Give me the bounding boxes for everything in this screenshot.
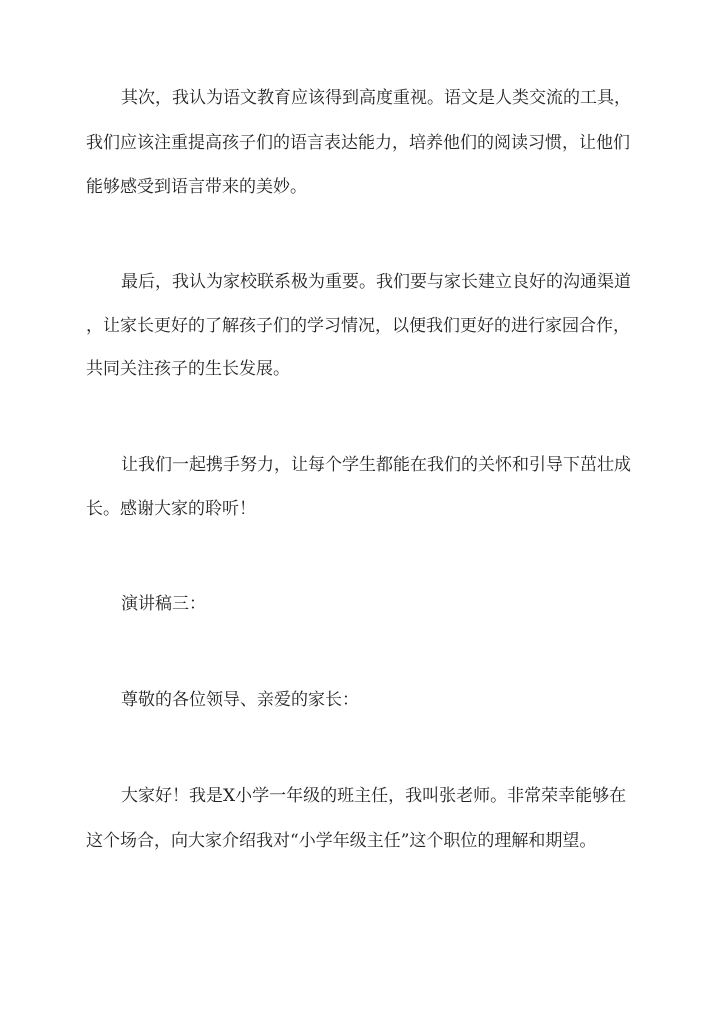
paragraph-1-line-1: 其次，我认为语文教育应该得到高度重视。语文是人类交流的工具，: [121, 88, 631, 108]
salutation-line: 尊敬的各位领导、亲爱的家长：: [121, 690, 359, 710]
paragraph-6-line-2: 这个场合，向大家介绍我对“小学年级主任”这个职位的理解和期望。: [86, 831, 597, 851]
paragraph-6-line-1: 大家好！我是X小学一年级的班主任，我叫张老师。非常荣幸能够在: [121, 786, 627, 806]
paragraph-1-line-3: 能够感受到语言带来的美妙。: [86, 177, 307, 197]
paragraph-2-line-3: 共同关注孩子的生长发展。: [86, 359, 290, 379]
paragraph-2-line-2: ，让家长更好的了解孩子们的学习情况，以便我们更好的进行家园合作，: [86, 316, 630, 336]
speech-three-heading: 演讲稿三：: [121, 594, 206, 614]
paragraph-2-line-1: 最后，我认为家校联系极为重要。我们要与家长建立良好的沟通渠道: [121, 272, 631, 292]
paragraph-3-line-1: 让我们一起携手努力，让每个学生都能在我们的关怀和引导下茁壮成: [121, 455, 631, 475]
paragraph-1-line-2: 我们应该注重提高孩子们的语言表达能力，培养他们的阅读习惯，让他们: [86, 133, 630, 153]
paragraph-3-line-2: 长。感谢大家的聆听！: [86, 499, 256, 519]
